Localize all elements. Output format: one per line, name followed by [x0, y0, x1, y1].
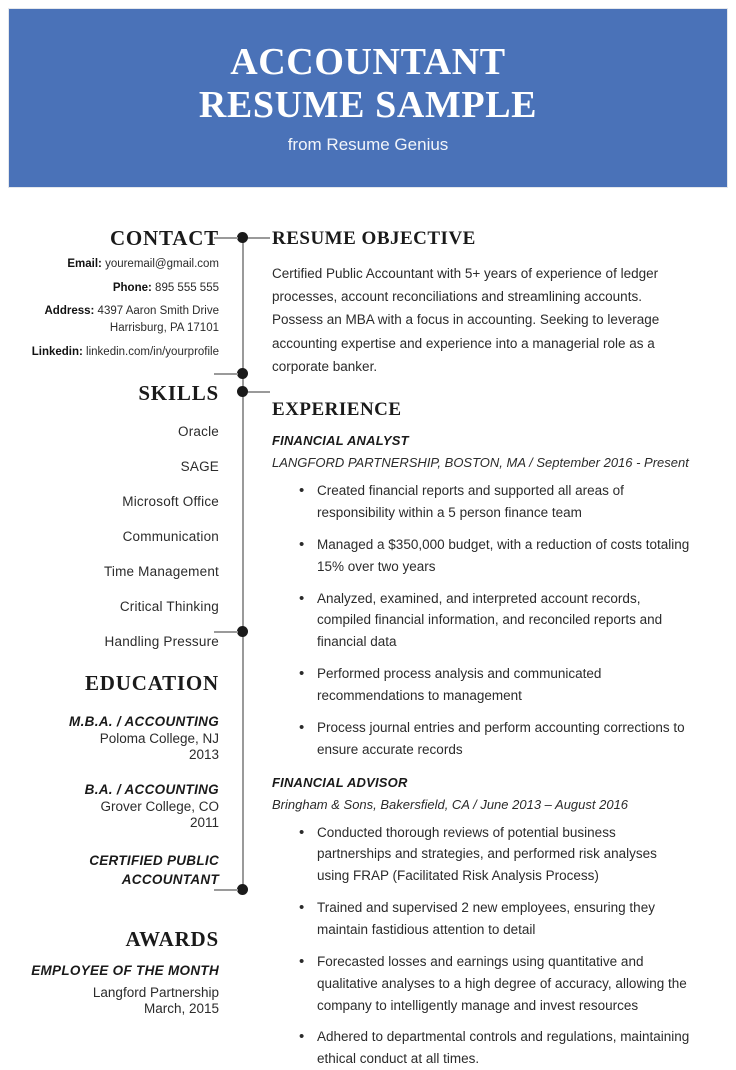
banner-subtitle: from Resume Genius: [287, 135, 449, 155]
contact-section: [0, 228, 219, 360]
job-bullet: • Trained and supervised 2 new employees, ensuring they maintain fastidious attention to detail: [272, 897, 692, 941]
award-title: EMPLOYEE OF THE MONTH: [31, 962, 219, 978]
education-heading: EDUCATION: [85, 671, 219, 696]
job-bullet: • Process journal entries and perform accounting corrections to ensure accurate records: [272, 717, 692, 761]
education-entry: [0, 782, 219, 830]
contact-value-address: 4397 Aaron Smith Drive: [97, 305, 219, 318]
job-bullet: • Created financial reports and supported all areas of responsibility within a 5 person finance team: [272, 480, 692, 524]
timeline-dot-education: [237, 626, 248, 637]
education-section: [0, 673, 219, 888]
skills-heading: SKILLS: [138, 381, 219, 406]
contact-row-linkedin: [0, 344, 219, 361]
job-bullet-list: [272, 822, 692, 1070]
job-bullet: • Managed a $350,000 budget, with a reduction of costs totaling 15% over two years: [272, 534, 692, 578]
education-degree: M.B.A. / ACCOUNTING: [69, 714, 219, 730]
job-bullet: • Performed process analysis and communicated recommendations to management: [272, 663, 692, 707]
contact-value-email: youremail@gmail.com: [105, 258, 219, 270]
timeline-dash-experience-right: [248, 391, 270, 393]
contact-label-address: Address:: [44, 305, 95, 318]
skills-section: [0, 383, 219, 649]
job-title: FINANCIAL ANALYST: [272, 433, 409, 449]
job-bullet: • Analyzed, examined, and interpreted account records, compiled financial information, and reconciled reports and financial data: [272, 588, 692, 654]
job-bullet: • Forecasted losses and earnings using quantitative and qualitative analyses to a high degree of accuracy, allowing the company to intelligently manage and invest resources: [272, 951, 692, 1017]
contact-label-phone: Phone:: [112, 281, 152, 294]
skills-list: [0, 424, 219, 649]
timeline-dot-awards: [237, 884, 248, 895]
contact-row-phone: [0, 280, 219, 297]
job-bullet-list: [272, 480, 692, 760]
contact-value-address-line2: Harrisburg, PA 17101: [109, 322, 219, 335]
timeline-dash-contact-right: [248, 237, 270, 239]
education-year: 2011: [189, 815, 219, 831]
objective-section: [272, 229, 692, 378]
contact-value-linkedin[interactable]: linkedin.com/in/yourprofile: [86, 345, 219, 358]
awards-section: [0, 926, 219, 1017]
experience-entry: [272, 775, 692, 1070]
skill-item: Critical Thinking: [119, 599, 219, 615]
experience-entry: [272, 433, 692, 760]
job-title: FINANCIAL ADVISOR: [272, 774, 408, 790]
main-content: [272, 210, 692, 1070]
award-date: March, 2015: [143, 1001, 219, 1017]
skill-item: Handling Pressure: [104, 634, 219, 650]
objective-heading: RESUME OBJECTIVE: [272, 228, 476, 249]
education-certification: CERTIFIED PUBLIC ACCOUNTANT: [89, 853, 219, 887]
skill-item: Communication: [122, 529, 219, 545]
timeline-dot-skills: [237, 368, 248, 379]
left-sidebar: [0, 210, 219, 1016]
awards-heading: AWARDS: [125, 926, 219, 951]
timeline-dot-experience: [237, 386, 248, 397]
contact-value-phone: 895 555 555: [155, 281, 219, 294]
contact-row-address: [0, 303, 219, 320]
education-degree: B.A. / ACCOUNTING: [84, 782, 219, 798]
title-line-2: RESUME SAMPLE: [198, 83, 538, 126]
education-entry: [0, 714, 219, 762]
contact-row-email: [0, 256, 219, 273]
contact-label-email: Email:: [67, 258, 102, 270]
experience-heading: EXPERIENCE: [272, 399, 402, 421]
education-school: Grover College, CO: [100, 799, 219, 815]
objective-text: Certified Public Accountant with 5+ years of experience of ledger processes, account reconciliations and streamlining accounts. Possess an MBA with a focus in accounting. Seeking to leverage accounting expertise and experience into a managerial role as a corporate banker.: [272, 266, 660, 374]
job-bullet: • Conducted thorough reviews of potential business partnerships and strategies, and performed risk analyses using FRAP (Facilitated Risk Analysis Process): [272, 822, 692, 888]
page-title: [199, 41, 537, 126]
education-year: 2013: [188, 747, 219, 763]
skill-item: SAGE: [180, 459, 219, 475]
award-organization: Langford Partnership: [92, 985, 219, 1001]
job-meta: LANGFORD PARTNERSHIP, BOSTON, MA / September 2016 - Present: [272, 455, 689, 471]
skill-item: Oracle: [178, 424, 219, 440]
education-school: Poloma College, NJ: [99, 731, 219, 747]
skill-item: Microsoft Office: [122, 494, 219, 510]
contact-label-linkedin: Linkedin:: [31, 345, 83, 358]
experience-section: [272, 400, 692, 1070]
job-meta: Bringham & Sons, Bakersfield, CA / June 2013 – August 2016: [272, 796, 629, 812]
skill-item: Time Management: [103, 564, 219, 580]
job-bullet: • Adhered to departmental controls and regulations, maintaining ethical conduct at all times.: [272, 1026, 692, 1070]
timeline-dot-contact: [237, 232, 248, 243]
title-line-1: ACCOUNTANT: [230, 40, 506, 83]
contact-heading: CONTACT: [109, 226, 219, 250]
timeline-spine: [242, 238, 244, 892]
header-banner: [8, 8, 728, 188]
contact-details: [0, 256, 219, 360]
